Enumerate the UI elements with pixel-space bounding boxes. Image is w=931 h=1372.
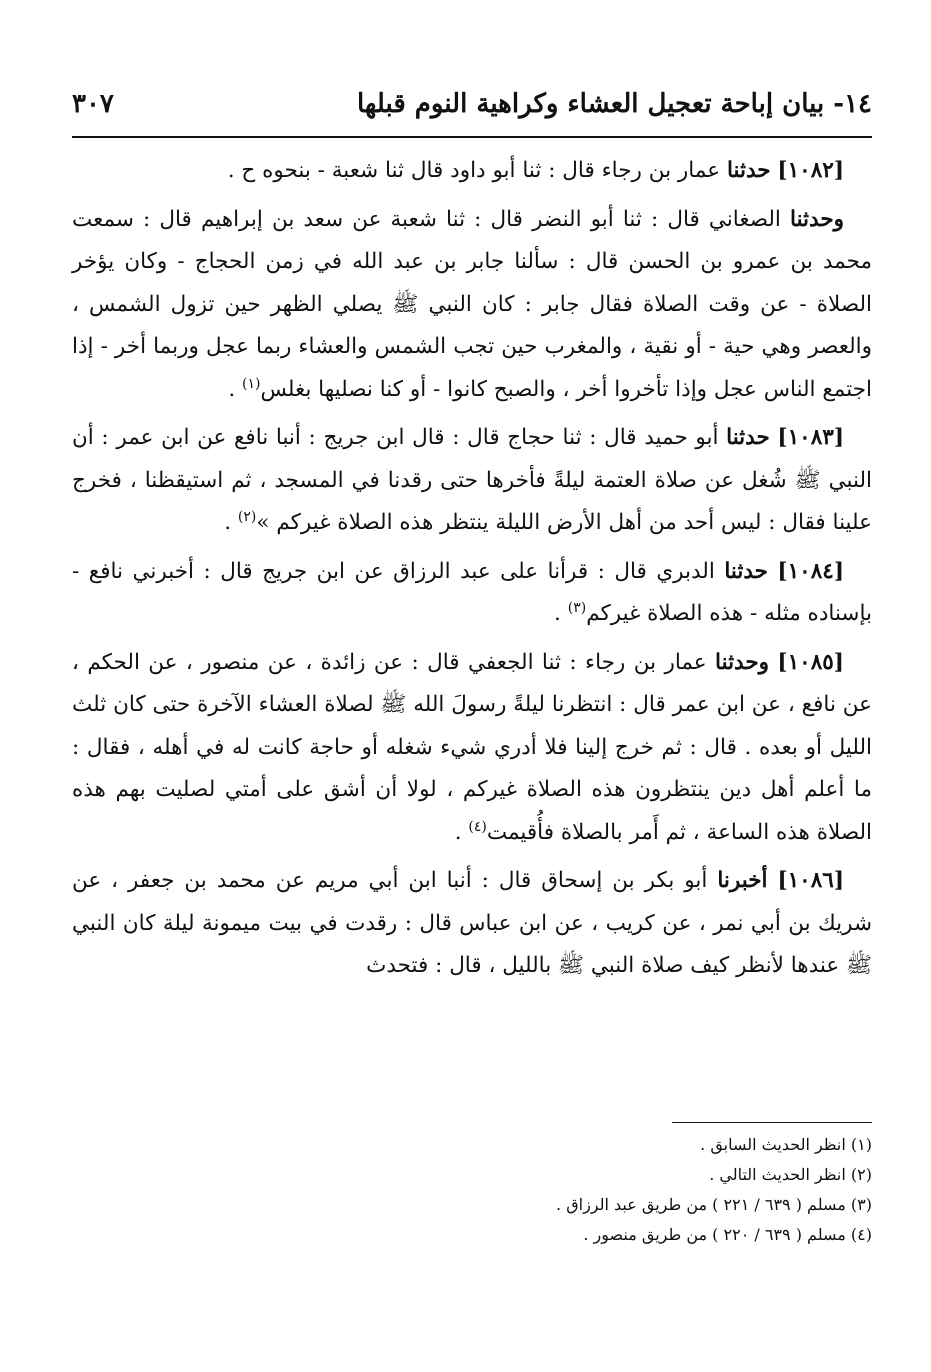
footnote-ref: (١) — [242, 375, 261, 392]
footnotes — [400, 1130, 872, 1250]
hadith-text: الصغاني قال : ثنا أبو النضر قال : ثنا شعبة عن سعد بن إبراهيم قال : سمعت محمد بن عمرو بن الحسن قال : سألنا جابر بن عبد الله في زمن الحجاج - وكان يؤخر الصلاة - عن وقت الصلاة فقال جابر : كان النبي ﷺ يصلي الظهر حين تزول الشمس ، والعصر وهي حية - أو نقية ، والمغرب حين تجب الشمس والعشاء ربما عجل وربما أخر - إذا اجتمع الناس عجل وإذا تأخروا أخر ، والصبح كانوا - أو كنا نصليها بغلس — [72, 206, 872, 402]
footnote-3: (٣) مسلم ( ٦٣٩ / ٢٢١ ) من طريق عبد الرزاق . — [556, 1195, 872, 1214]
hadith-1085 — [72, 642, 872, 855]
footnote-2: (٢) انظر الحديث التالي . — [709, 1165, 872, 1184]
hadith-lead-word: حدثنا — [726, 158, 771, 183]
hadith-text: أبو بكر بن إسحاق قال : أنبا ابن أبي مريم عن محمد بن جعفر ، عن شريك بن أبي نمر ، عن كريب ، عن ابن عباس قال : رقدت في بيت ميمونة ليلة كان النبي ﷺ عندها لأنظر كيف صلاة النبي ﷺ بالليل ، قال : فتحدث — [72, 868, 872, 978]
header-divider — [72, 136, 872, 138]
hadith-tail: . — [454, 819, 469, 845]
hadith-tail: . — [554, 601, 568, 626]
page-header — [72, 82, 872, 126]
hadith-text: عمار بن رجاء قال : ثنا أبو داود قال ثنا شعبة - بنحوه ح . — [227, 158, 721, 183]
hadith-lead-word: أخبرنا — [717, 868, 768, 893]
hadith-1083 — [72, 417, 872, 545]
hadith-tail: . — [228, 376, 242, 402]
footnote-ref: (٣) — [567, 599, 587, 616]
hadith-text: عمار بن رجاء : ثنا الجعفي قال : عن زائدة ، عن منصور ، عن الحكم ، عن نافع ، عن ابن عمر قال : انتظرنا ليلةً رسولَ الله ﷺ لصلاة العشاء الآخرة حتى كان ثلث الليل أو بعده . قال : ثم خرج إلينا فلا أدري شيء شغله أو حاجة كانت له في أهله ، فقال : ما أعلم أهل دين ينتظرون هذه الصلاة غيركم ، لولا أن أشق على أمتي لصليت بهم هذه الصلاة هذه الساعة ، ثم أَمر بالصلاة فأُقيمت — [72, 649, 872, 845]
footnote-divider — [672, 1122, 872, 1123]
hadith-lead-word: وحدثنا — [715, 649, 770, 675]
hadith-number: [١٠٨٥] — [777, 649, 844, 675]
hadith-tail: . — [224, 510, 238, 535]
hadith-number: [١٠٨٤] — [777, 558, 844, 584]
hadith-lead-word: حدثنا — [726, 425, 770, 450]
hadith-text-body — [72, 150, 872, 994]
hadith-number: [١٠٨٣] — [777, 425, 844, 450]
footnote-ref: (٤) — [468, 818, 487, 835]
hadith-1082 — [72, 150, 872, 193]
hadith-1082-continuation — [72, 199, 872, 412]
hadith-1086 — [72, 860, 872, 988]
hadith-1084 — [72, 551, 872, 636]
hadith-lead-word: حدثنا — [724, 558, 768, 584]
hadith-lead-word: وحدثنا — [790, 206, 844, 232]
page-number: ٣٠٧ — [72, 89, 114, 119]
footnote-ref: (٢) — [237, 508, 257, 525]
hadith-text: الدبري قال : قرأنا على عبد الرزاق عن ابن جريج قال : أخبرني نافع - بإسناده مثله - هذه الصلاة غيركم — [72, 558, 872, 626]
hadith-text: أبو حميد قال : ثنا حجاج قال : قال ابن جريج : أنبا نافع عن ابن عمر : أن النبي ﷺ شُغل عن صلاة العتمة ليلةً فأخرها حتى رقدنا في المسجد ، ثم استيقظنا ، فخرج علينا فقال : ليس أحد من أهل الأرض الليلة ينتظر هذه الصلاة غيركم » — [72, 425, 872, 535]
hadith-number: [١٠٨٦] — [777, 868, 845, 893]
footnote-4: (٤) مسلم ( ٦٣٩ / ٢٢٠ ) من طريق منصور . — [583, 1225, 872, 1244]
chapter-title: ١٤- بيان إباحة تعجيل العشاء وكراهية النوم قبلها — [356, 89, 872, 119]
footnote-1: (١) انظر الحديث السابق . — [700, 1135, 872, 1154]
hadith-number: [١٠٨٢] — [777, 158, 844, 183]
